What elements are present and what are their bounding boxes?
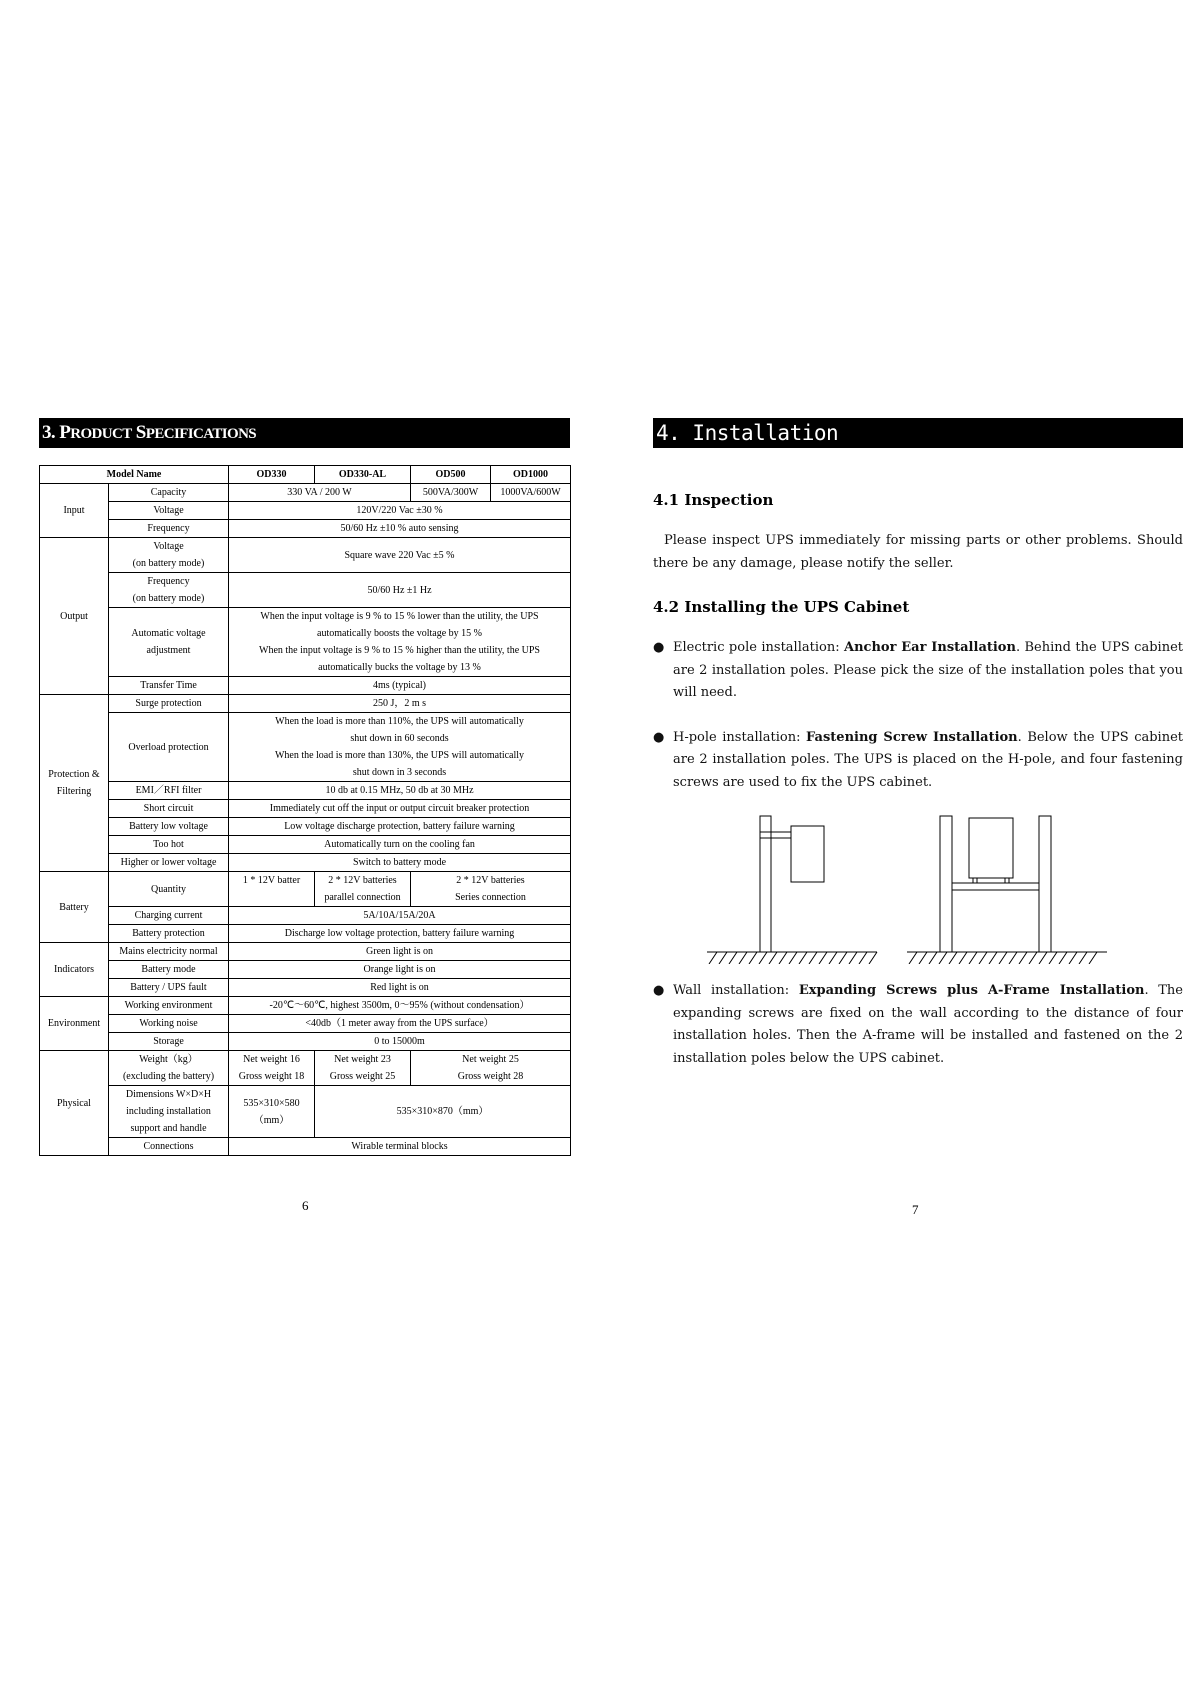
table-row: EMI／RFI filter 10 db at 0.15 MHz, 50 db at 30 MHz	[40, 782, 571, 800]
table-row: Short circuit Immediately cut off the input or output circuit breaker protection	[40, 800, 571, 818]
table-row: Protection & Filtering Surge protection 250 J，2 m s	[40, 695, 571, 713]
installation-diagram	[687, 814, 1117, 964]
section-title-specifications: 3. PRODUCT SPECIFICATIONS	[39, 418, 570, 448]
table-row: Overload protection When the load is more than 110%, the UPS will automatically shut down in 60 seconds When the load is more than 130%, the UPS will automatically shut down in 3 seconds	[40, 713, 571, 782]
table-row: Too hot Automatically turn on the cooling fan	[40, 836, 571, 854]
table-row: Model Name OD330 OD330-AL OD500 OD1000	[40, 466, 571, 484]
table-row: Battery Quantity 1 * 12V batter 2 * 12V batteries parallel connection 2 * 12V batteries Series connection	[40, 872, 571, 907]
table-row: Battery protection Discharge low voltage protection, battery failure warning	[40, 925, 571, 943]
h-pole-illustration	[907, 816, 1107, 964]
bullet-h-pole: ● H-pole installation: Fastening Screw Installation. Below the UPS cabinet are 2 installation poles. The UPS is placed on the H-pole, and four fastening screws are used to fix the UPS cabinet.	[653, 727, 1183, 795]
table-row: Battery / UPS fault Red light is on	[40, 979, 571, 997]
spec-table	[39, 465, 571, 1156]
table-row: Frequency (on battery mode) 50/60 Hz ±1 Hz	[40, 573, 571, 608]
inspection-paragraph: Please inspect UPS immediately for missing parts or other problems. Should there be any damage, please notify the seller.	[653, 533, 1183, 571]
table-row: Voltage 120V/220 Vac ±30 %	[40, 502, 571, 520]
right-page	[653, 418, 1183, 1070]
table-row: Transfer Time 4ms (typical)	[40, 677, 571, 695]
page-number-right: 7	[912, 1202, 919, 1217]
section-title-installation: 4. Installation	[653, 418, 1183, 448]
cabinet-heading: 4.2 Installing the UPS Cabinet	[653, 598, 910, 616]
table-row: Automatic voltage adjustment When the input voltage is 9 % to 15 % lower than the utility, the UPS automatically boosts the voltage by 15 % When the input voltage is 9 % to 15 % higher than the utility, the UPS automatically bucks the voltage by 13 %	[40, 608, 571, 677]
table-row: Input Capacity 330 VA / 200 W 500VA/300W 1000VA/600W	[40, 484, 571, 502]
table-row: Working noise <40db（1 meter away from the UPS surface）	[40, 1015, 571, 1033]
page-number-left: 6	[302, 1198, 309, 1213]
table-row: Storage 0 to 15000m	[40, 1033, 571, 1051]
table-row: Dimensions W×D×H including installation support and handle 535×310×580 （mm） 535×310×870（mm）	[40, 1086, 571, 1138]
table-row: Battery low voltage Low voltage discharge protection, battery failure warning	[40, 818, 571, 836]
table-row: Connections Wirable terminal blocks	[40, 1138, 571, 1156]
left-page	[39, 418, 570, 1156]
bullet-icon: ●	[653, 983, 665, 998]
table-row: Environment Working environment -20℃～60℃, highest 3500m, 0～95% (without condensation）	[40, 997, 571, 1015]
bullet-wall: ● Wall installation: Expanding Screws plus A-Frame Installation. The expanding screws are fixed on the wall according to the distance of four installation holes. Then the A-frame will be installed and fastened on the 2 installation poles below the UPS cabinet.	[653, 980, 1183, 1070]
bullet-icon: ●	[653, 729, 665, 745]
table-row: Output Voltage (on battery mode) Square wave 220 Vac ±5 %	[40, 538, 571, 573]
bullet-icon: ●	[653, 640, 665, 655]
table-row: Battery mode Orange light is on	[40, 961, 571, 979]
table-row: Indicators Mains electricity normal Green light is on	[40, 943, 571, 961]
bullet-electric-pole: ● Electric pole installation: Anchor Ear Installation. Behind the UPS cabinet are 2 installation poles. Please pick the size of the installation poles that you will need.	[653, 637, 1183, 705]
table-row: Higher or lower voltage Switch to battery mode	[40, 854, 571, 872]
table-row: Physical Weight（kg） (excluding the battery) Net weight 16 Gross weight 18 Net weight 23 Gross weight 25 Net weight 25 Gross weight 28	[40, 1051, 571, 1086]
table-row: Frequency 50/60 Hz ±10 % auto sensing	[40, 520, 571, 538]
table-row: Charging current 5A/10A/15A/20A	[40, 907, 571, 925]
electric-pole-illustration	[707, 816, 877, 964]
inspection-heading: 4.1 Inspection	[653, 491, 774, 509]
